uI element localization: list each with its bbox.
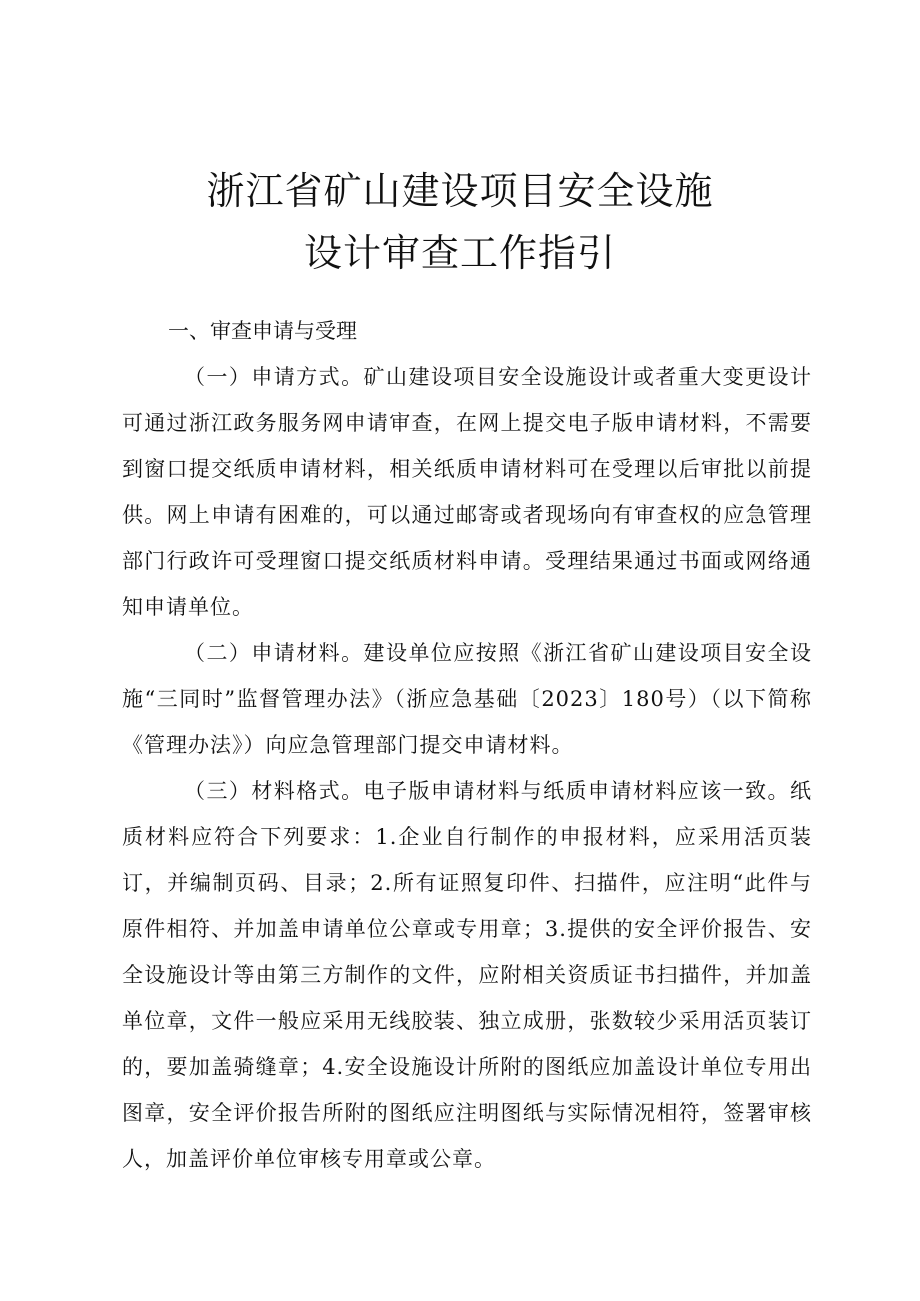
paragraph-material-format: （三）材料格式。电子版申请材料与纸质申请材料应该一致。纸质材料应符合下列要求：1.企业自行制作的申报材料，应采用活页装订，并编制页码、目录；2.所有证照复印件、扫描件，应注明“此件与原件相符、并加盖申请单位公章或专用章；3.提供的安全评价报告、安全设施设计等由第三方制作的文件，应附相关资质证书扫描件，并加盖单位章，文件一般应采用无线胶装、独立成册，张数较少采用活页装订的，要加盖骑缝章；4.安全设施设计所附的图纸应加盖设计单位专用出图章，安全评价报告所附的图纸应注明图纸与实际情况相符，签署审核人，加盖评价单位审核专用章或公章。 bbox=[122, 779, 812, 1171]
paragraph-application-materials: （二）申请材料。建设单位应按照《浙江省矿山建设项目安全设施“三同时”监督管理办法》（浙应急基础〔2023〕180号）（以下简称《管理办法》）向应急管理部门提交申请材料。 bbox=[122, 641, 812, 757]
title-line-1: 浙江省矿山建设项目安全设施 bbox=[206, 169, 714, 213]
document-title bbox=[0, 160, 920, 284]
title-line-2: 设计审查工作指引 bbox=[303, 231, 616, 275]
paragraph-application-method: （一）申请方式。矿山建设项目安全设施设计或者重大变更设计可通过浙江政务服务网申请审查，在网上提交电子版申请材料，不需要到窗口提交纸质申请材料，相关纸质申请材料可在受理以后审批以前提供。网上申请有困难的，可以通过邮寄或者现场向有审查权的应急管理部门行政许可受理窗口提交纸质材料申请。受理结果通过书面或网络通知申请单位。 bbox=[122, 365, 812, 619]
document-body bbox=[122, 308, 812, 1182]
section-heading: 一、审查申请与受理 bbox=[168, 319, 357, 343]
